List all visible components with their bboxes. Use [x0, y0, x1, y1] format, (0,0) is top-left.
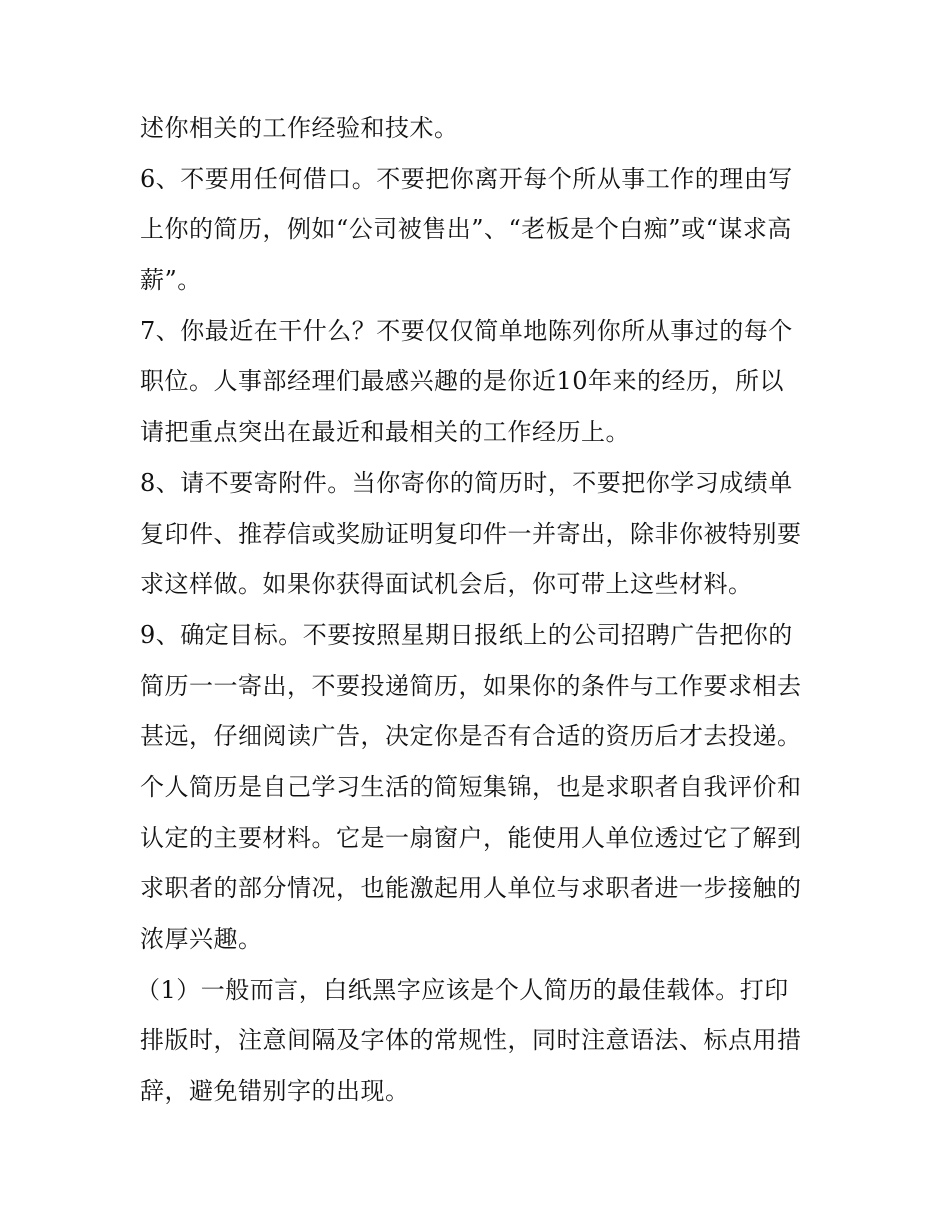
- text-line: 上你的简历，例如“公司被售出”、“老板是个白痴”或“谋求高: [140, 215, 792, 244]
- text-line: 甚远，仔细阅读广告，决定你是否有合适的资历后才去投递。: [140, 722, 802, 751]
- text-line: 复印件、推荐信或奖励证明复印件一并寄出，除非你被特别要: [140, 519, 802, 548]
- text-line: 排版时，注意间隔及字体的常规性，同时注意语法、标点用措: [140, 1026, 802, 1055]
- text-line: 薪”。: [140, 266, 202, 295]
- text-line: 职位。人事部经理们最感兴趣的是你近10年来的经历，所以: [140, 367, 785, 396]
- text-line: （1）一般而言，白纸黑字应该是个人简历的最佳载体。打印: [136, 975, 789, 1004]
- text-line: 7、你最近在干什么？不要仅仅简单地陈列你所从事过的每个: [140, 316, 793, 345]
- text-line: 个人简历是自己学习生活的简短集锦，也是求职者自我评价和: [140, 772, 802, 801]
- body-text: [136, 103, 830, 1117]
- text-line: 简历一一寄出，不要投递简历，如果你的条件与工作要求相去: [140, 671, 802, 700]
- text-line: 辞，避免错别字的出现。: [140, 1077, 410, 1106]
- text-line: 述你相关的工作经验和技术。: [140, 114, 459, 142]
- text-line: 求职者的部分情况，也能激起用人单位与求职者进一步接触的: [140, 874, 802, 903]
- text-line: 9、确定目标。不要按照星期日报纸上的公司招聘广告把你的: [140, 620, 793, 649]
- text-line: 请把重点突出在最近和最相关的工作经历上。: [140, 418, 630, 447]
- text-line: 求这样做。如果你获得面试机会后，你可带上这些材料。: [140, 570, 753, 599]
- text-line: 8、请不要寄附件。当你寄你的简历时，不要把你学习成绩单: [140, 468, 793, 497]
- text-line: 浓厚兴趣。: [140, 925, 263, 953]
- text-line: 6、不要用任何借口。不要把你离开每个所从事工作的理由写: [140, 164, 793, 193]
- text-line: 认定的主要材料。它是一扇窗户，能使用人单位透过它了解到: [140, 823, 802, 852]
